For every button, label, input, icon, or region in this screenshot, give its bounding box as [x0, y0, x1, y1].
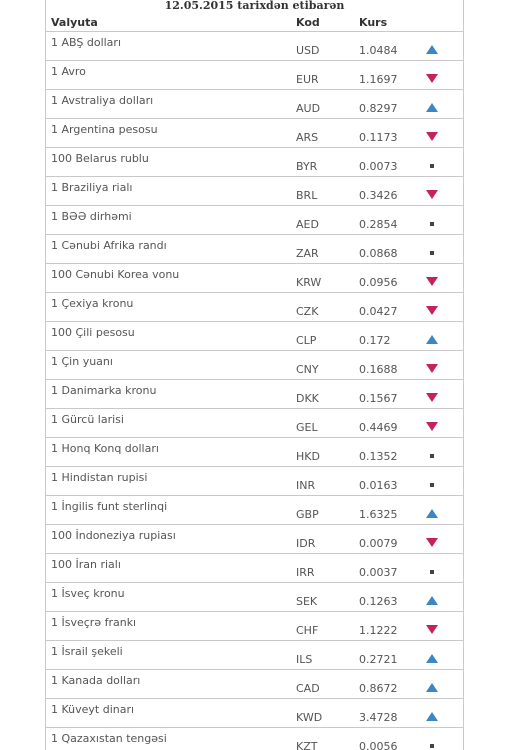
exchange-rate: 0.1173 [359, 131, 398, 144]
trend-shape [426, 74, 438, 83]
trend-up-icon [426, 654, 438, 664]
trend-shape [430, 222, 434, 226]
currency-code: CHF [296, 624, 319, 637]
exchange-rate: 0.1352 [359, 450, 398, 463]
exchange-rate: 0.8672 [359, 682, 398, 695]
table-row [46, 148, 463, 177]
trend-shape [426, 45, 438, 54]
table-row [46, 61, 463, 90]
currency-code: AED [296, 218, 319, 231]
trend-up-icon [426, 596, 438, 606]
header-code: Kod [296, 16, 320, 29]
exchange-rate: 0.1263 [359, 595, 398, 608]
exchange-rate: 0.0037 [359, 566, 398, 579]
currency-code: DKK [296, 392, 319, 405]
exchange-rate: 0.0056 [359, 740, 398, 750]
header-currency: Valyuta [51, 16, 98, 29]
trend-shape [426, 393, 438, 402]
currency-name: 1 Avro [51, 65, 86, 78]
trend-up-icon [426, 335, 438, 345]
currency-name: 1 Gürcü larisi [51, 413, 124, 426]
table-row [46, 438, 463, 467]
trend-up-icon [426, 683, 438, 693]
currency-code: USD [296, 44, 320, 57]
trend-down-icon [426, 132, 438, 142]
trend-down-icon [426, 190, 438, 200]
currency-name: 1 Argentina pesosu [51, 123, 158, 136]
trend-unchanged-icon [426, 480, 438, 490]
table-row [46, 554, 463, 583]
currency-name: 1 Qazaxıstan tengəsi [51, 732, 167, 745]
trend-shape [426, 596, 438, 605]
currency-code: CZK [296, 305, 319, 318]
trend-down-icon [426, 306, 438, 316]
trend-shape [430, 570, 434, 574]
trend-unchanged-icon [426, 248, 438, 258]
currency-code: KWD [296, 711, 323, 724]
currency-code: BYR [296, 160, 318, 173]
exchange-rate: 0.0868 [359, 247, 398, 260]
table-row [46, 641, 463, 670]
trend-down-icon [426, 393, 438, 403]
trend-shape [426, 625, 438, 634]
currency-code: ZAR [296, 247, 319, 260]
exchange-rate: 0.3426 [359, 189, 398, 202]
currency-name: 1 Braziliya rialı [51, 181, 133, 194]
table-row [46, 380, 463, 409]
currency-code: ILS [296, 653, 313, 666]
trend-down-icon [426, 277, 438, 287]
currency-code: IDR [296, 537, 316, 550]
table-header [46, 14, 463, 32]
currency-code: KZT [296, 740, 318, 750]
trend-shape [426, 683, 438, 692]
table-row [46, 699, 463, 728]
currency-name: 100 Belarus rublu [51, 152, 149, 165]
currency-code: HKD [296, 450, 320, 463]
currency-name: 1 Danimarka kronu [51, 384, 157, 397]
currency-name: 1 Çin yuanı [51, 355, 113, 368]
trend-up-icon [426, 45, 438, 55]
table-row [46, 728, 463, 750]
exchange-rate: 0.2721 [359, 653, 398, 666]
trend-down-icon [426, 422, 438, 432]
trend-shape [430, 483, 434, 487]
currency-code: AUD [296, 102, 321, 115]
currency-name: 1 İsveçrə frankı [51, 616, 137, 629]
trend-down-icon [426, 625, 438, 635]
header-rate: Kurs [359, 16, 388, 29]
trend-unchanged-icon [426, 161, 438, 171]
currency-name: 1 Çexiya kronu [51, 297, 134, 310]
trend-shape [426, 712, 438, 721]
currency-code: EUR [296, 73, 319, 86]
table-row [46, 293, 463, 322]
trend-shape [426, 364, 438, 373]
currency-code: BRL [296, 189, 318, 202]
currency-name: 100 İran rialı [51, 558, 121, 571]
table-row [46, 351, 463, 380]
exchange-rate: 0.172 [359, 334, 391, 347]
currency-name: 100 Cənubi Korea vonu [51, 268, 180, 281]
currency-code: KRW [296, 276, 322, 289]
table-row [46, 409, 463, 438]
exchange-rate: 0.0079 [359, 537, 398, 550]
currency-name: 1 İsrail şekeli [51, 645, 123, 658]
trend-shape [426, 306, 438, 315]
trend-down-icon [426, 364, 438, 374]
trend-unchanged-icon [426, 567, 438, 577]
trend-shape [426, 132, 438, 141]
trend-shape [426, 654, 438, 663]
currency-code: ARS [296, 131, 319, 144]
exchange-rate: 0.0073 [359, 160, 398, 173]
exchange-rate: 0.0427 [359, 305, 398, 318]
trend-up-icon [426, 712, 438, 722]
currency-code: CLP [296, 334, 317, 347]
exchange-rate: 0.8297 [359, 102, 398, 115]
exchange-rate: 1.6325 [359, 508, 398, 521]
exchange-rate: 0.1567 [359, 392, 398, 405]
currency-name: 1 İngilis funt sterlinqi [51, 500, 168, 513]
exchange-rate: 0.4469 [359, 421, 398, 434]
trend-shape [426, 509, 438, 518]
trend-down-icon [426, 74, 438, 84]
currency-name: 1 BƏƏ dirhəmi [51, 210, 132, 223]
table-body [46, 32, 463, 750]
table-row [46, 525, 463, 554]
currency-name: 1 Küveyt dinarı [51, 703, 135, 716]
trend-shape [430, 454, 434, 458]
currency-code: GEL [296, 421, 318, 434]
table-row [46, 235, 463, 264]
exchange-rate: 1.1697 [359, 73, 398, 86]
currency-name: 1 ABŞ dolları [51, 36, 121, 49]
table-row [46, 264, 463, 293]
currency-name: 1 İsveç kronu [51, 587, 125, 600]
exchange-rate: 0.2854 [359, 218, 398, 231]
trend-shape [426, 335, 438, 344]
trend-unchanged-icon [426, 219, 438, 229]
exchange-rate: 1.1222 [359, 624, 398, 637]
currency-code: GBP [296, 508, 319, 521]
trend-shape [430, 164, 434, 168]
exchange-rate: 0.0956 [359, 276, 398, 289]
currency-table [45, 0, 464, 750]
table-row [46, 119, 463, 148]
exchange-rate: 0.1688 [359, 363, 398, 376]
trend-shape [426, 538, 438, 547]
currency-name: 1 Hindistan rupisi [51, 471, 148, 484]
trend-unchanged-icon [426, 741, 438, 750]
trend-up-icon [426, 103, 438, 113]
table-row [46, 322, 463, 351]
currency-name: 1 Avstraliya dolları [51, 94, 154, 107]
table-row [46, 32, 463, 61]
trend-shape [426, 190, 438, 199]
currency-name: 1 Cənubi Afrika randı [51, 239, 167, 252]
currency-code: CAD [296, 682, 320, 695]
exchange-rate: 1.0484 [359, 44, 398, 57]
table-row [46, 583, 463, 612]
trend-shape [430, 744, 434, 748]
currency-name: 1 Kanada dolları [51, 674, 141, 687]
currency-name: 100 Çili pesosu [51, 326, 135, 339]
trend-down-icon [426, 538, 438, 548]
trend-shape [426, 103, 438, 112]
table-row [46, 670, 463, 699]
trend-up-icon [426, 509, 438, 519]
table-row [46, 177, 463, 206]
exchange-rate: 3.4728 [359, 711, 398, 724]
trend-shape [426, 422, 438, 431]
currency-name: 1 Honq Konq dolları [51, 442, 159, 455]
table-row [46, 206, 463, 235]
table-row [46, 467, 463, 496]
trend-unchanged-icon [426, 451, 438, 461]
table-title: 12.05.2015 tarixdən etibarən [164, 0, 345, 12]
currency-code: INR [296, 479, 316, 492]
currency-code: CNY [296, 363, 319, 376]
exchange-rate: 0.0163 [359, 479, 398, 492]
table-row [46, 612, 463, 641]
trend-shape [426, 277, 438, 286]
currency-code: SEK [296, 595, 318, 608]
table-row [46, 90, 463, 119]
currency-code: IRR [296, 566, 315, 579]
currency-name: 100 İndoneziya rupiası [51, 529, 176, 542]
trend-shape [430, 251, 434, 255]
table-row [46, 496, 463, 525]
